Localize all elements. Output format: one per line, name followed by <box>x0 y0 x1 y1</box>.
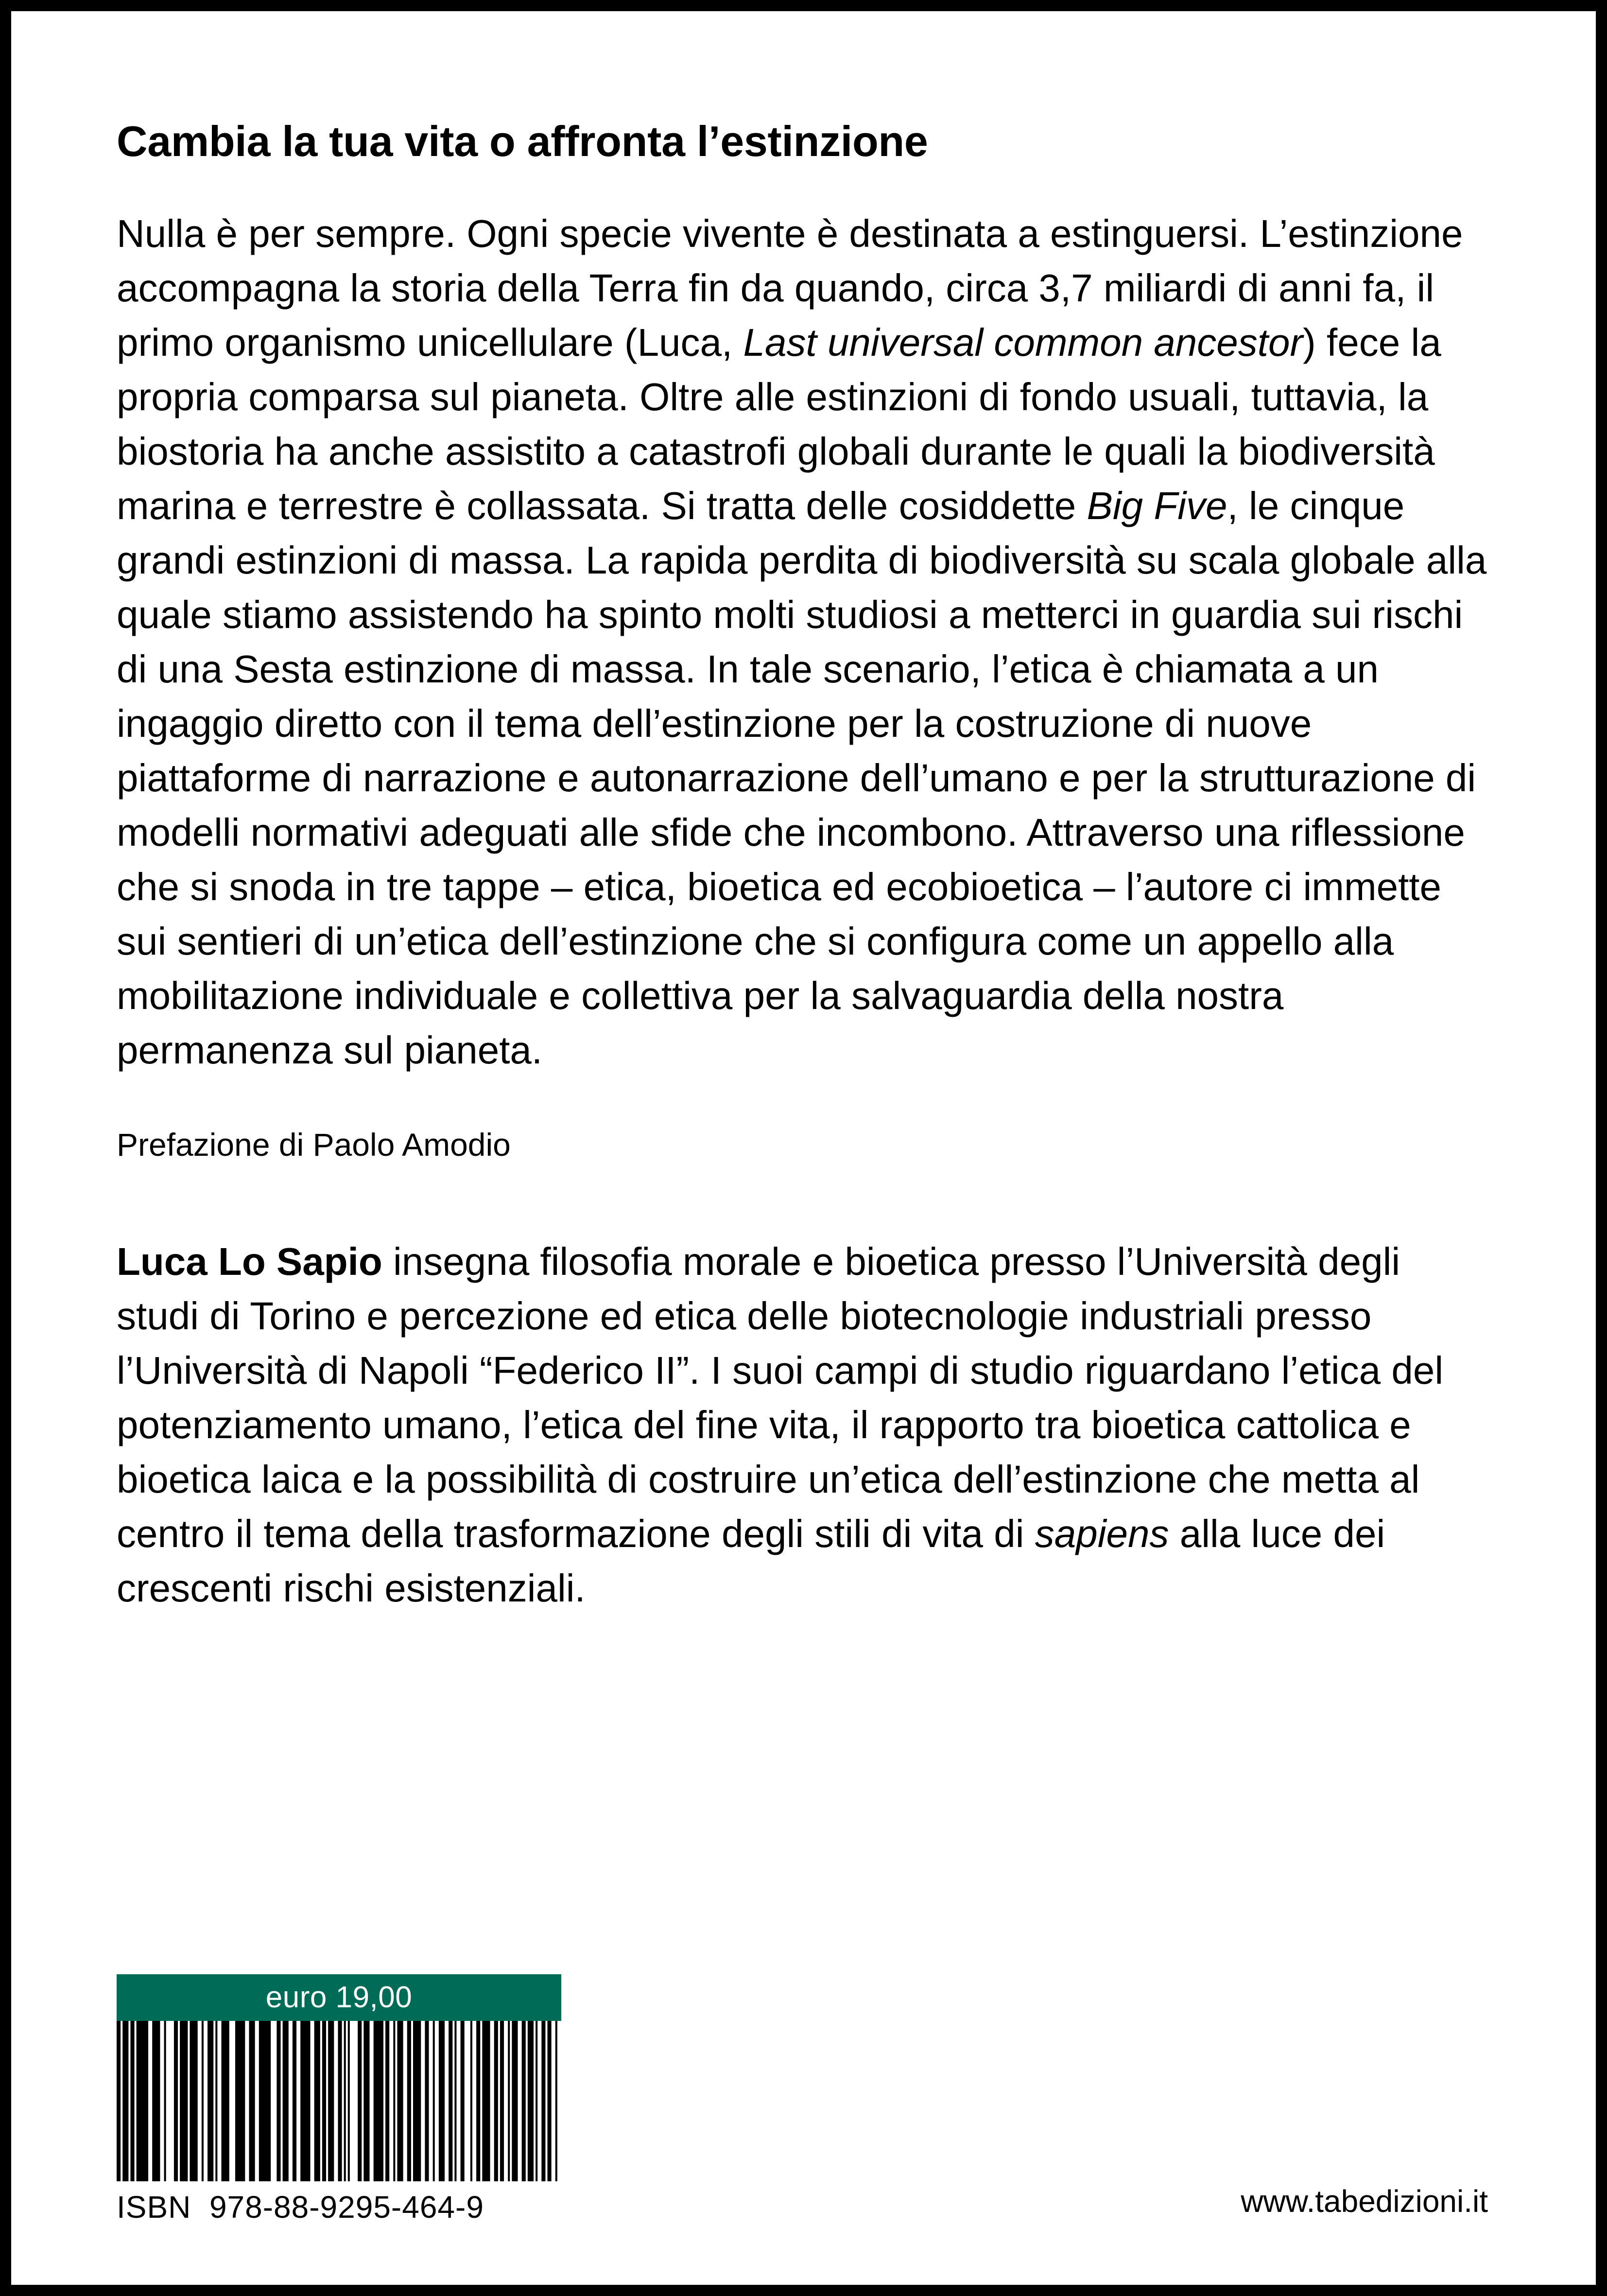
publisher-website: www.tabedizioni.it <box>1241 2184 1488 2219</box>
cover-page <box>11 11 1596 2285</box>
barcode-block <box>117 1974 561 2225</box>
price-tag: euro 19,00 <box>117 1974 561 2021</box>
preface-credit: Prefazione di Paolo Amodio <box>117 1127 511 1163</box>
cover-text-content <box>117 119 1489 1616</box>
blurb-paragraph: Nulla è per sempre. Ogni specie vivente è destinata a estinguersi. L’estinzione accompagna la storia della Terra fin da quando, circa 3,7 miliardi di anni fa, il primo organismo unicellulare (Luca, Last universal common ancestor) fece la propria comparsa sul pianeta. Oltre alle estinzioni di fondo usuali, tuttavia, la biostoria ha anche assistito a catastrofi globali durante le quali la biodiversità marina e terrestre è collassata. Si tratta delle cosiddette Big Five, le cinque grandi estinzioni di massa. La rapida perdita di biodiversità su scala globale alla quale stiamo assistendo ha spinto molti studiosi a metterci in guardia sui rischi di una Sesta estinzione di massa. In tale scenario, l’etica è chiamata a un ingaggio diretto con il tema dell’estinzione per la costruzione di nuove piattaforme di narrazione e autonarrazione dell’umano e per la strutturazione di modelli normativi adeguati alle sfide che incombono. Attraverso una riflessione che si snoda in tre tappe – etica, bioetica ed ecobioetica – l’autore ci immette sui sentieri di un’etica dell’estinzione che si configura come un appello alla mobilitazione individuale e collettiva per la salvaguardia della nostra permanenza sul pianeta. <box>117 212 1487 1072</box>
page-title: Cambia la tua vita o affronta l’estinzione <box>117 117 928 165</box>
author-bio-paragraph: Luca Lo Sapio insegna filosofia morale e bioetica presso l’Università degli studi di Torino e percezione ed etica delle biotecnologie industriali presso l’Università di Napoli “Federico II”. I suoi campi di studio riguardano l’etica del potenziamento umano, l’etica del fine vita, il rapporto tra bioetica cattolica e bioetica laica e la possibilità di costruire un’etica dell’estinzione che metta al centro il tema della trasformazione degli stili di vita di sapiens alla luce dei crescenti rischi esistenziali. <box>117 1239 1444 1610</box>
barcode-bars <box>117 2021 561 2181</box>
isbn-text: ISBN 978-88-9295-464-9 <box>117 2190 484 2225</box>
